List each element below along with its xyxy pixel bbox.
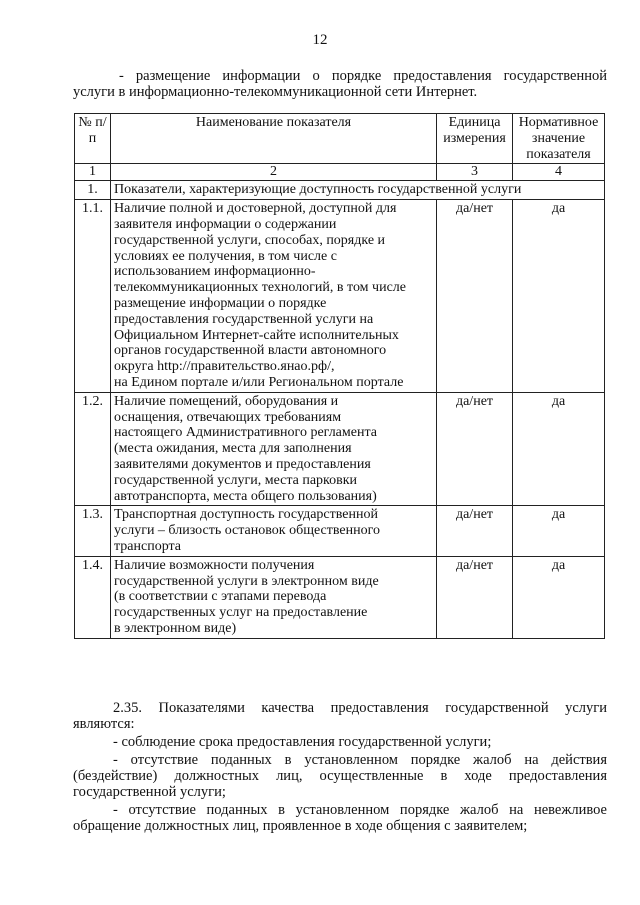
- indicator-name: [111, 392, 437, 506]
- indicator-line: услуги – близость остановок общественного: [114, 523, 380, 539]
- indicator-line: государственных услуг на предоставление: [114, 605, 368, 621]
- table-row: [75, 506, 605, 556]
- norm-value: да: [513, 392, 605, 506]
- header-unit: Единица измерения: [437, 114, 513, 164]
- section-num: 1.: [75, 181, 111, 200]
- column-number: 1: [75, 164, 111, 181]
- header-num: № п/п: [75, 114, 111, 164]
- paragraph-line: 2.35. Показателями качества предоставления государственной услуги: [113, 700, 607, 716]
- indicator-line: (в соответствии с этапами перевода: [114, 589, 327, 605]
- paragraph-line: государственной услуги;: [73, 784, 226, 800]
- indicator-line: на Едином портале и/или Региональном портале: [114, 374, 404, 390]
- paragraph-line: обращение должностных лиц, проявленное в ходе общения с заявителем;: [73, 818, 528, 834]
- indicator-line: автотранспорта, места общего пользования): [114, 488, 377, 504]
- indicator-line: органов государственной власти автономного: [114, 343, 387, 359]
- table-row: [75, 392, 605, 506]
- section-row: [75, 181, 605, 200]
- column-number: 3: [437, 164, 513, 181]
- indicator-line: государственной услуги в электронном виде: [114, 573, 379, 589]
- intro-line: услуги в информационно-телекоммуникационной сети Интернет.: [73, 84, 478, 100]
- paragraph-line: являются:: [73, 716, 135, 732]
- unit-value: да/нет: [437, 556, 513, 638]
- indicator-name: [111, 200, 437, 393]
- indicator-name: [111, 556, 437, 638]
- paragraph: [73, 802, 607, 834]
- paragraph-line: - отсутствие поданных в установленном порядке жалоб на невежливое: [113, 802, 607, 818]
- intro-paragraph: [73, 68, 607, 100]
- unit-value: да/нет: [437, 392, 513, 506]
- norm-value: да: [513, 506, 605, 556]
- indicator-line: размещение информации о порядке: [114, 295, 327, 311]
- unit-value: да/нет: [437, 200, 513, 393]
- indicator-line: предоставления государственной услуги на: [114, 311, 374, 327]
- unit-value: да/нет: [437, 506, 513, 556]
- intro-line: - размещение информации о порядке предоставления государственной: [119, 68, 607, 84]
- indicator-line: настоящего Административного регламента: [114, 425, 377, 441]
- indicator-line: округа http://правительство.янао.рф/,: [114, 359, 335, 375]
- indicator-line: Наличие помещений, оборудования и: [114, 393, 339, 409]
- paragraph: [73, 700, 607, 732]
- bottom-text: [73, 700, 607, 836]
- header-norm: Нормативное значение показателя: [513, 114, 605, 164]
- indicator-line: государственной услуги, места парковки: [114, 472, 358, 488]
- indicator-line: заявителя информации о содержании: [114, 216, 337, 232]
- indicator-line: (места ожидания, места для заполнения: [114, 441, 352, 457]
- indicators-table: [74, 113, 605, 639]
- section-title: Показатели, характеризующие доступность государственной услуги: [111, 181, 605, 200]
- row-number: 1.3.: [75, 506, 111, 556]
- norm-value: да: [513, 556, 605, 638]
- norm-value: да: [513, 200, 605, 393]
- table-row: [75, 200, 605, 393]
- indicator-line: в электронном виде): [114, 620, 237, 636]
- table-header-row: [75, 114, 605, 164]
- indicator-line: заявителями документов и предоставления: [114, 456, 371, 472]
- paragraph: [73, 752, 607, 800]
- indicator-name: [111, 506, 437, 556]
- header-name: Наименование показателя: [111, 114, 437, 164]
- indicator-line: Официальном Интернет-сайте исполнительных: [114, 327, 399, 343]
- table-row: [75, 556, 605, 638]
- indicator-line: использованием информационно-: [114, 264, 316, 280]
- indicator-line: транспорта: [114, 538, 182, 554]
- indicator-line: телекоммуникационных технологий, в том числе: [114, 280, 406, 296]
- paragraph-line: - соблюдение срока предоставления государственной услуги;: [113, 734, 492, 750]
- paragraph: [73, 734, 607, 750]
- row-number: 1.1.: [75, 200, 111, 393]
- indicator-line: Транспортная доступность государственной: [114, 507, 378, 523]
- column-number: 4: [513, 164, 605, 181]
- indicator-line: Наличие полной и достоверной, доступной для: [114, 201, 397, 217]
- indicator-line: государственной услуги, способах, порядке и: [114, 232, 386, 248]
- indicator-line: оснащения, отвечающих требованиям: [114, 409, 342, 425]
- column-number-row: [75, 164, 605, 181]
- column-number: 2: [111, 164, 437, 181]
- paragraph-line: (бездействие) должностных лиц, осуществленные в ходе предоставления: [73, 768, 607, 784]
- row-number: 1.2.: [75, 392, 111, 506]
- paragraph-line: - отсутствие поданных в установленном порядке жалоб на действия: [113, 752, 607, 768]
- indicator-line: Наличие возможности получения: [114, 557, 315, 573]
- row-number: 1.4.: [75, 556, 111, 638]
- page-number: 12: [312, 32, 328, 48]
- indicator-line: условиях ее получения, в том числе с: [114, 248, 337, 264]
